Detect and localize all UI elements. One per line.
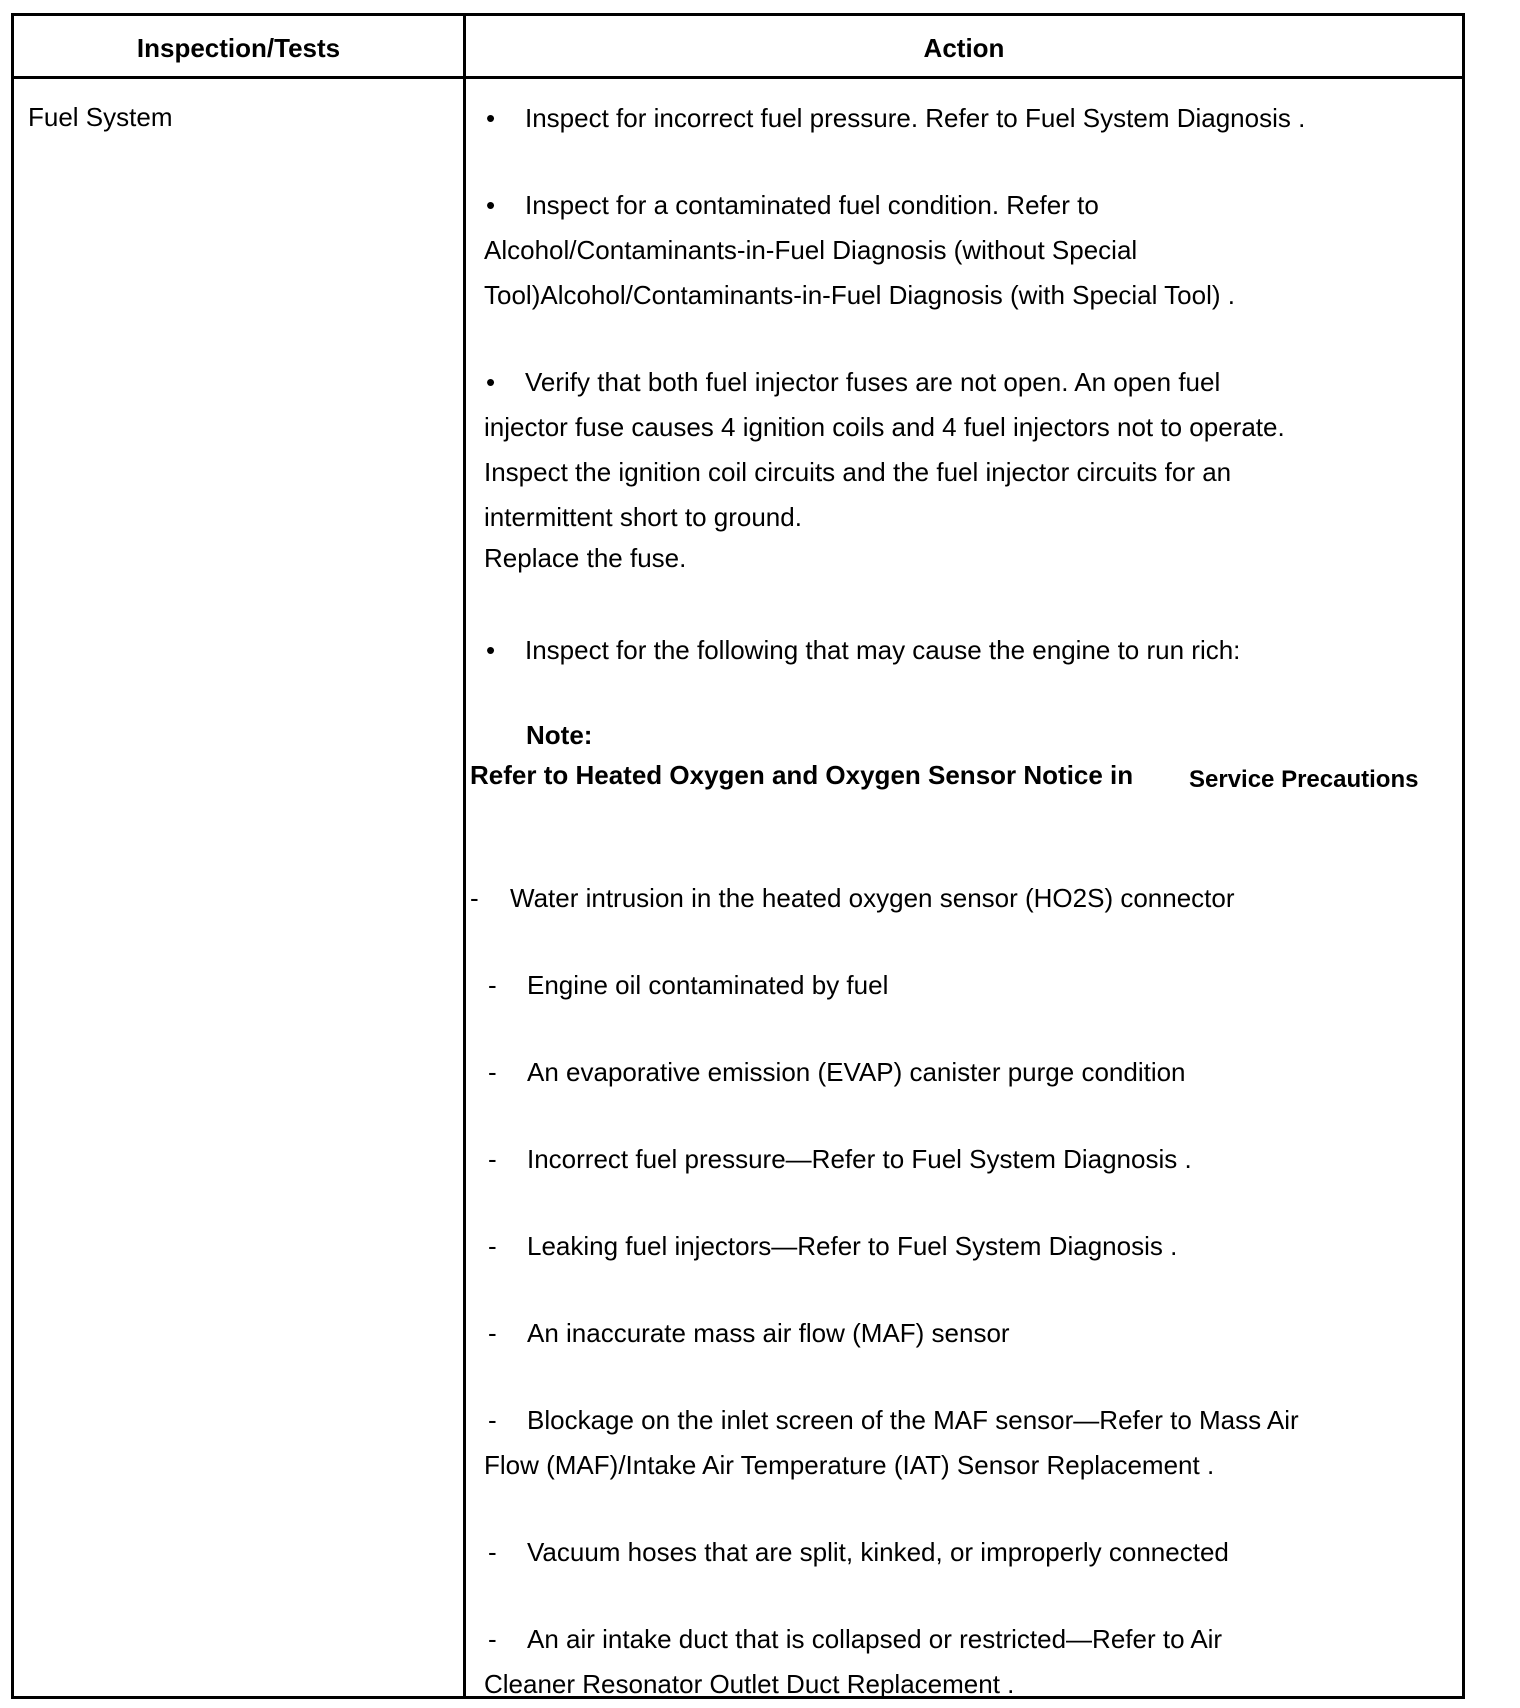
dash-line: An air intake duct that is collapsed or restricted—Refer to Air [527, 1624, 1223, 1654]
action-line: injector fuse causes 4 ignition coils and 4 fuel injectors not to operate. [484, 412, 1285, 442]
header-divider [11, 76, 1465, 79]
bullet-marker: • [486, 103, 496, 133]
dash-line: An evaporative emission (EVAP) canister purge condition [527, 1057, 1186, 1087]
header-inspection-tests: Inspection/Tests [136, 33, 341, 63]
dash-marker: - [488, 1231, 497, 1261]
action-line: intermittent short to ground. [484, 502, 802, 532]
note-label: Note: [526, 720, 593, 750]
action-line: Inspect the ignition coil circuits and the fuel injector circuits for an [484, 457, 1232, 487]
note-text: Refer to Heated Oxygen and Oxygen Sensor Notice in [470, 760, 1134, 790]
dash-line: Blockage on the inlet screen of the MAF sensor—Refer to Mass Air [527, 1405, 1299, 1435]
action-line: Inspect for a contaminated fuel condition. Refer to [525, 190, 1099, 220]
dash-marker: - [470, 883, 479, 913]
action-line: Alcohol/Contaminants-in-Fuel Diagnosis (without Special [484, 235, 1138, 265]
dash-line: Flow (MAF)/Intake Air Temperature (IAT) Sensor Replacement . [484, 1450, 1215, 1480]
dash-line: An inaccurate mass air flow (MAF) sensor [527, 1318, 1010, 1348]
note-link[interactable]: Service Precautions [1189, 766, 1419, 793]
dash-line: Cleaner Resonator Outlet Duct Replacement . [484, 1669, 1015, 1699]
bullet-marker: • [486, 635, 496, 665]
dash-marker: - [488, 1624, 497, 1654]
action-line: Replace the fuse. [484, 543, 687, 573]
bullet-marker: • [486, 367, 496, 397]
dash-marker: - [488, 970, 497, 1000]
dash-marker: - [488, 1537, 497, 1567]
row-label-fuel-system: Fuel System [28, 102, 173, 132]
dash-marker: - [488, 1057, 497, 1087]
dash-line: Engine oil contaminated by fuel [527, 970, 889, 1000]
dash-line: Incorrect fuel pressure—Refer to Fuel System Diagnosis . [527, 1144, 1192, 1174]
dash-marker: - [488, 1144, 497, 1174]
action-line: Tool)Alcohol/Contaminants-in-Fuel Diagnosis (with Special Tool) . [484, 280, 1235, 310]
dash-marker: - [488, 1318, 497, 1348]
dash-line: Water intrusion in the heated oxygen sensor (HO2S) connector [510, 883, 1235, 913]
column-divider [463, 13, 466, 1699]
header-action: Action [923, 33, 1005, 63]
action-line: Inspect for incorrect fuel pressure. Refer to Fuel System Diagnosis . [525, 103, 1306, 133]
bullet-marker: • [486, 190, 496, 220]
action-line: Inspect for the following that may cause the engine to run rich: [525, 635, 1241, 665]
dash-line: Vacuum hoses that are split, kinked, or improperly connected [527, 1537, 1229, 1567]
dash-marker: - [488, 1405, 497, 1435]
action-line: Verify that both fuel injector fuses are not open. An open fuel [525, 367, 1221, 397]
dash-line: Leaking fuel injectors—Refer to Fuel System Diagnosis . [527, 1231, 1178, 1261]
